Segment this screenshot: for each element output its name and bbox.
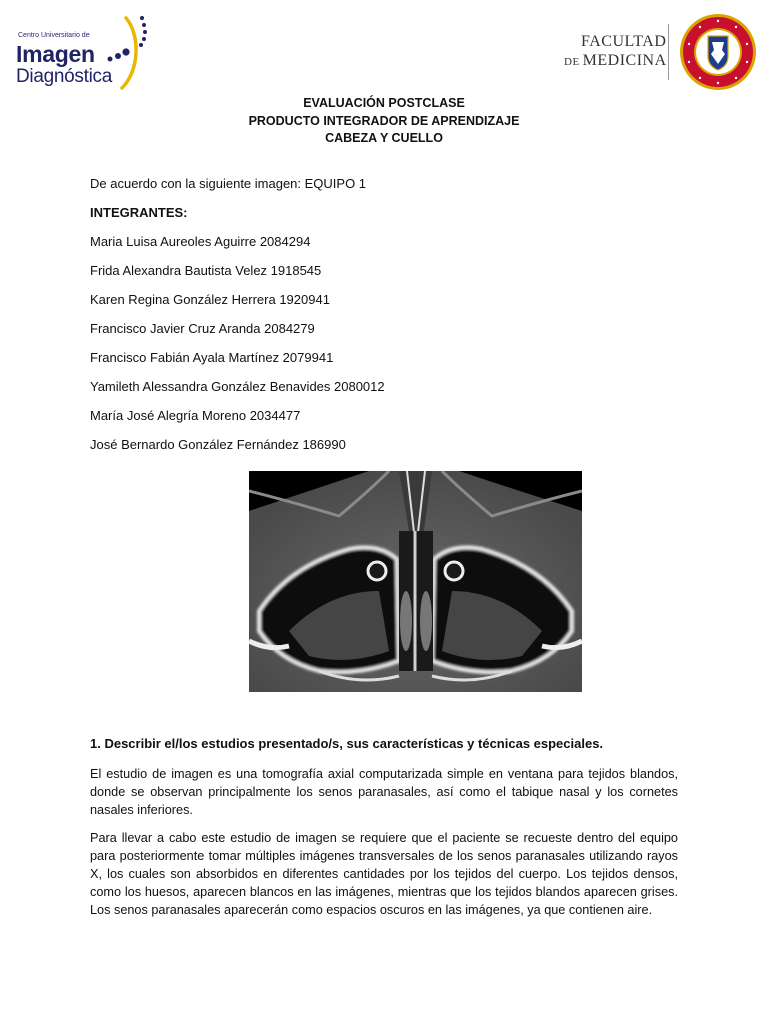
cuid-logo-subtitle: Centro Universitario de — [18, 32, 90, 39]
member-item: Francisco Fabián Ayala Martínez 2079941 — [90, 350, 334, 365]
answer-paragraph-2: Para llevar a cabo este estudio de imagen se requiere que el paciente se recueste dentro del equipo para posteriormente tomar múltiples imágenes transversales de los senos paranasales utilizando rayos X, los cuales son absorbidos en diferentes cantidades por los tejidos del cuerpo. Los tejidos densos, como los huesos, aparecen blancos en las imágenes, mientras que los tejidos blandos aparecen grises. Los senos paranasales aparecerán como espacios oscuros en las imágenes, ya que contienen aire. — [90, 831, 678, 917]
doc-title-producto: PRODUCTO INTEGRADOR DE APRENDIZAJE — [248, 114, 520, 128]
cuid-logo — [14, 12, 154, 94]
member-item: Yamileth Alessandra González Benavides 2080012 — [90, 379, 385, 394]
uanl-seal-icon — [678, 12, 758, 92]
question-1: 1. Describir el/los estudios presentado/s, sus características y técnicas especiales. — [90, 736, 604, 751]
facultad-label: FACULTAD — [581, 33, 667, 50]
member-item: Francisco Javier Cruz Aranda 2084279 — [90, 321, 315, 336]
member-item: José Bernardo González Fernández 186990 — [90, 437, 346, 452]
members-heading: INTEGRANTES: — [90, 205, 188, 220]
ct-sinus-illustration — [249, 471, 582, 692]
medicina-label — [564, 52, 667, 70]
medicina-word: MEDICINA — [582, 52, 667, 69]
facultad-medicina-logo — [560, 10, 760, 100]
cuid-logo-imagen: Imagen — [16, 41, 95, 67]
member-item: María José Alegría Moreno 2034477 — [90, 408, 301, 423]
answer-paragraph-1: El estudio de imagen es una tomografía axial computarizada simple en ventana para tejidos blandos, donde se observan principalmente los senos paranasales, así como el tabique nasal y los cornetes nasales inferiores. — [90, 767, 678, 817]
doc-title-evaluacion: EVALUACIÓN POSTCLASE — [303, 96, 465, 110]
de-label: DE — [564, 56, 580, 68]
doc-title-cabeza-cuello: CABEZA Y CUELLO — [325, 131, 443, 145]
intro-line: De acuerdo con la siguiente imagen: EQUIPO 1 — [90, 176, 367, 191]
member-item: Frida Alexandra Bautista Velez 1918545 — [90, 263, 322, 278]
member-item: Maria Luisa Aureoles Aguirre 2084294 — [90, 234, 311, 249]
ct-scan-image — [249, 471, 582, 692]
cuid-logo-diagnostica: Diagnóstica — [16, 66, 112, 87]
member-item: Karen Regina González Herrera 1920941 — [90, 292, 330, 307]
logo-divider — [668, 24, 669, 80]
